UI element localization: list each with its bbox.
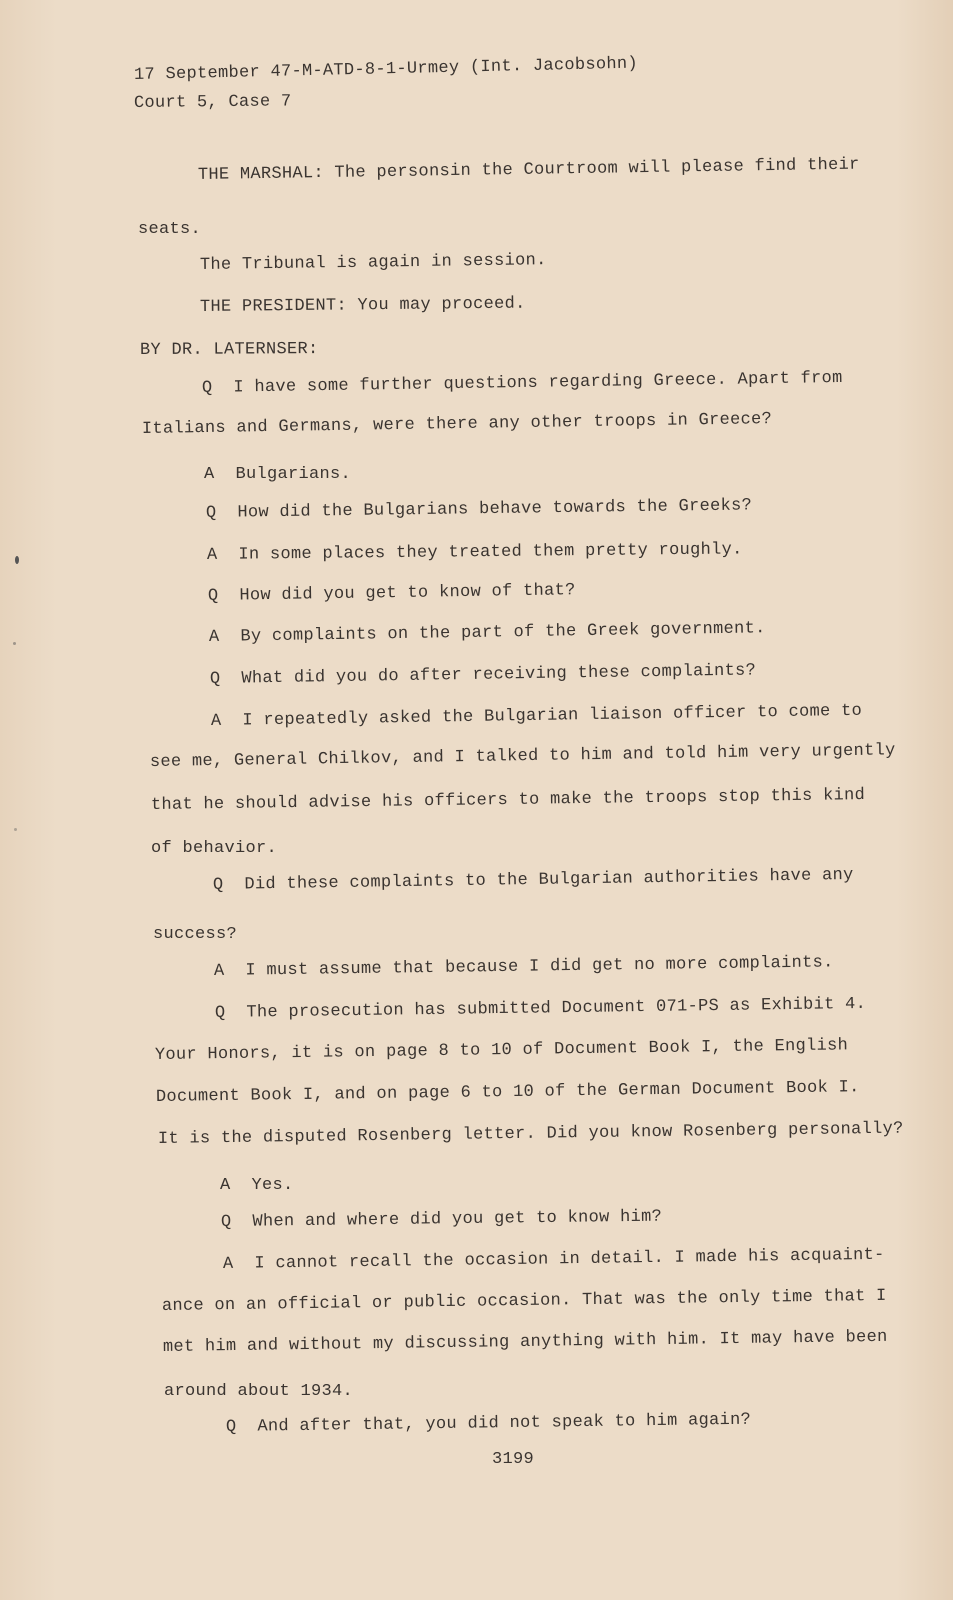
body-line: see me, General Chilkov, and I talked to him and told him very urgently <box>149 741 896 772</box>
body-line: Document Book I, and on page 6 to 10 of the German Document Book I. <box>155 1078 860 1107</box>
body-line: A I repeatedly asked the Bulgarian liaison officer to come to <box>210 701 863 731</box>
body-line: A Yes. <box>220 1176 294 1195</box>
page-number: 3199 <box>492 1450 535 1469</box>
body-line: that he should advise his officers to make the troops stop this kind <box>150 786 866 815</box>
body-line: Q Did these complaints to the Bulgarian authorities have any <box>212 865 854 895</box>
body-line: Q And after that, you did not speak to him again? <box>225 1410 752 1437</box>
body-line: Q What did you do after receiving these complaints? <box>209 661 757 689</box>
body-line: met him and without my discussing anything with him. It may have been <box>162 1327 888 1357</box>
body-line: A Bulgarians. <box>204 465 352 484</box>
body-line: BY DR. LATERNSER: <box>139 340 319 360</box>
body-line: Q How did you get to know of that? <box>207 581 576 606</box>
body-line: THE PRESIDENT: You may proceed. <box>199 294 526 317</box>
body-line: Q How did the Bulgarians behave towards the Greeks? <box>205 496 753 523</box>
body-line: A I cannot recall the occasion in detail. I made his acquaint- <box>222 1245 885 1274</box>
body-line: ance on an official or public occasion. That was the only time that I <box>161 1286 887 1316</box>
body-line: Q The prosecution has submitted Document 071-PS as Exhibit 4. <box>214 994 867 1023</box>
body-line: Italians and Germans, were there any other troops in Greece? <box>141 410 773 439</box>
body-line: A By complaints on the part of the Greek government. <box>208 619 766 647</box>
margin-mark <box>13 642 16 645</box>
body-line: Q When and where did you get to know him? <box>220 1207 663 1232</box>
body-line: seats. <box>138 220 202 239</box>
margin-mark <box>15 556 19 564</box>
body-line: success? <box>153 925 238 944</box>
body-line: Q I have some further questions regarding Greece. Apart from <box>201 368 843 398</box>
header-line-2: Court 5, Case 7 <box>133 92 292 113</box>
body-line: THE MARSHAL: The personsin the Courtroom will please find their <box>197 155 860 185</box>
body-line: The Tribunal is again in session. <box>199 251 547 275</box>
body-line: around about 1934. <box>164 1382 354 1401</box>
body-line: Your Honors, it is on page 8 to 10 of Document Book I, the English <box>154 1036 849 1065</box>
body-line: It is the disputed Rosenberg letter. Did you know Rosenberg personally? <box>157 1119 904 1149</box>
body-line: A In some places they treated them pretty roughly. <box>206 540 743 565</box>
body-line: of behavior. <box>151 839 278 858</box>
body-line: A I must assume that because I did get no more complaints. <box>213 953 834 981</box>
header-line-1: 17 September 47-M-ATD-8-1-Urmey (Int. Jacobsohn) <box>133 54 639 85</box>
margin-mark <box>14 828 17 831</box>
